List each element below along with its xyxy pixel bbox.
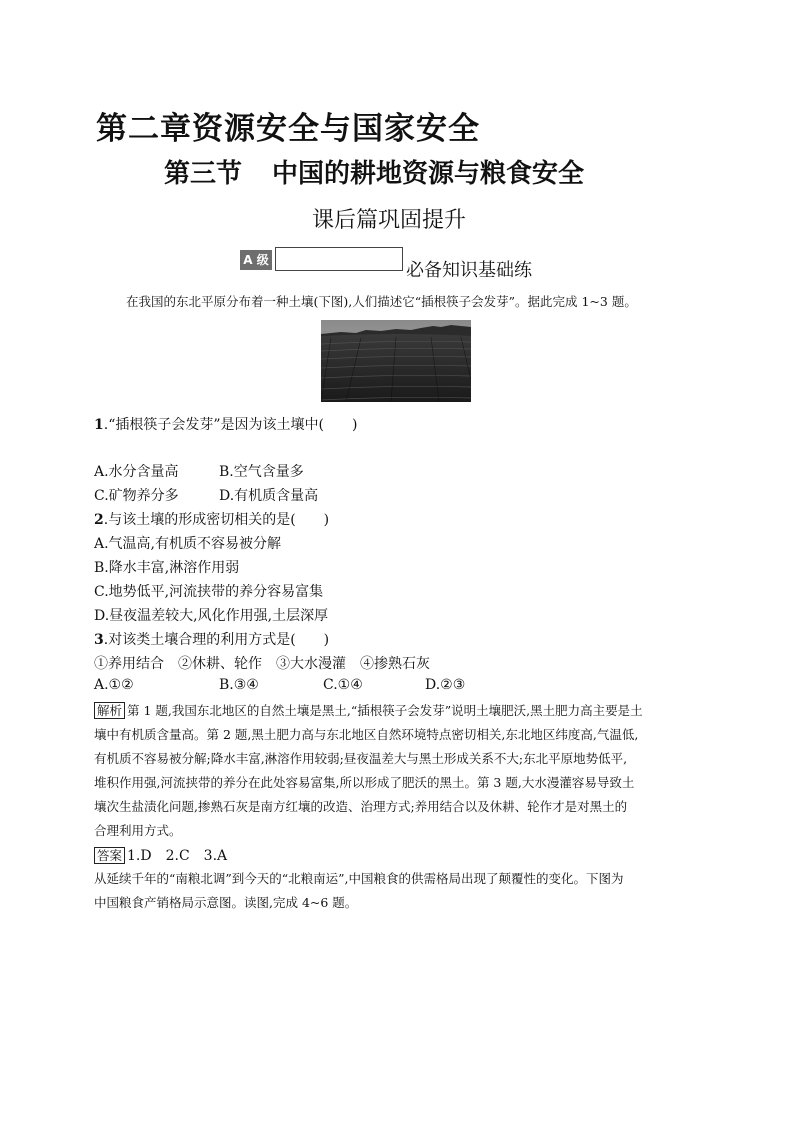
question-1-stem bbox=[94, 414, 357, 434]
option-3c: C.①④ bbox=[323, 677, 363, 693]
option-2b: B.降水丰富,淋溶作用弱 bbox=[94, 560, 240, 576]
question-2-stem bbox=[94, 509, 329, 529]
explanation-tag: 解析 bbox=[94, 702, 125, 719]
question-number: 1 bbox=[94, 417, 104, 433]
explanation-line-6: 合理利用方式。 bbox=[94, 823, 182, 838]
explanation-line-2: 壤中有机质含量高。第 2 题,黑土肥力高与东北地区自然环境特点密切相关,东北地区纬度高,气温低, bbox=[94, 727, 639, 742]
question-text: .与该土壤的形成密切相关的是( ) bbox=[103, 512, 330, 528]
question-3-stem bbox=[94, 629, 329, 649]
section-title bbox=[164, 153, 584, 190]
option-1a: A.水分含量高 bbox=[94, 464, 179, 480]
black-soil-field-photo bbox=[321, 320, 471, 402]
answer-text: 1.D 2.C 3.A bbox=[127, 848, 228, 864]
answer-tag: 答案 bbox=[94, 847, 125, 864]
option-3d: D.②③ bbox=[425, 677, 466, 693]
option-1b: B.空气含量多 bbox=[219, 464, 304, 480]
option-3b: B.③④ bbox=[219, 677, 259, 693]
question-3-choices: ①养用结合 ②休耕、轮作 ③大水漫灌 ④掺熟石灰 bbox=[94, 656, 430, 672]
section-number: 第三节 bbox=[164, 159, 243, 189]
level-blank-box bbox=[275, 247, 403, 271]
option-1d: D.有机质含量高 bbox=[219, 488, 319, 504]
intro-text-2-line-2: 中国粮食产销格局示意图。读图,完成 4~6 题。 bbox=[94, 895, 358, 910]
option-2a: A.气温高,有机质不容易被分解 bbox=[94, 536, 282, 552]
explanation-line-1 bbox=[94, 701, 643, 719]
option-2d: D.昼夜温差较大,风化作用强,土层深厚 bbox=[94, 608, 329, 624]
option-3a: A.①② bbox=[94, 677, 134, 693]
level-label: 必备知识基础练 bbox=[406, 260, 532, 281]
explanation-line-3: 有机质不容易被分解;降水丰富,淋溶作用较弱;昼夜温差大与黑土形成关系不大;东北平原地势低平, bbox=[94, 751, 628, 766]
answer-line bbox=[94, 845, 227, 865]
section-name: 中国的耕地资源与粮食安全 bbox=[272, 159, 585, 189]
level-badge: A 级 bbox=[240, 250, 272, 270]
chapter-title: 第二章资源安全与国家安全 bbox=[96, 111, 480, 147]
question-number: 3 bbox=[94, 632, 104, 648]
explanation-line-4: 堆积作用强,河流挟带的养分在此处容易富集,所以形成了肥沃的黑土。第 3 题,大水漫灌容易导致土 bbox=[94, 775, 635, 790]
question-number: 2 bbox=[94, 512, 104, 528]
option-2c: C.地势低平,河流挟带的养分容易富集 bbox=[94, 584, 324, 600]
question-text: .“插根筷子会发芽”是因为该土壤中( ) bbox=[103, 417, 358, 433]
explanation-text: 第 1 题,我国东北地区的自然土壤是黑土,“插根筷子会发芽”说明土壤肥沃,黑土肥力高主要是土 bbox=[127, 703, 643, 718]
intro-text-2-line-1: 从延续千年的“南粮北调”到今天的“北粮南运”,中国粮食的供需格局出现了颠覆性的变化。下图为 bbox=[94, 871, 624, 886]
page-subtitle: 课后篇巩固提升 bbox=[312, 208, 467, 233]
question-text: .对该类土壤合理的利用方式是( ) bbox=[103, 632, 330, 648]
option-1c: C.矿物养分多 bbox=[94, 488, 179, 504]
explanation-line-5: 壤次生盐渍化问题,掺熟石灰是南方红壤的改造、治理方式;养用结合以及休耕、轮作才是对黑土的 bbox=[94, 799, 628, 814]
intro-text-1: 在我国的东北平原分布着一种土壤(下图),人们描述它“插根筷子会发芽”。据此完成 1~3 题。 bbox=[126, 294, 637, 309]
